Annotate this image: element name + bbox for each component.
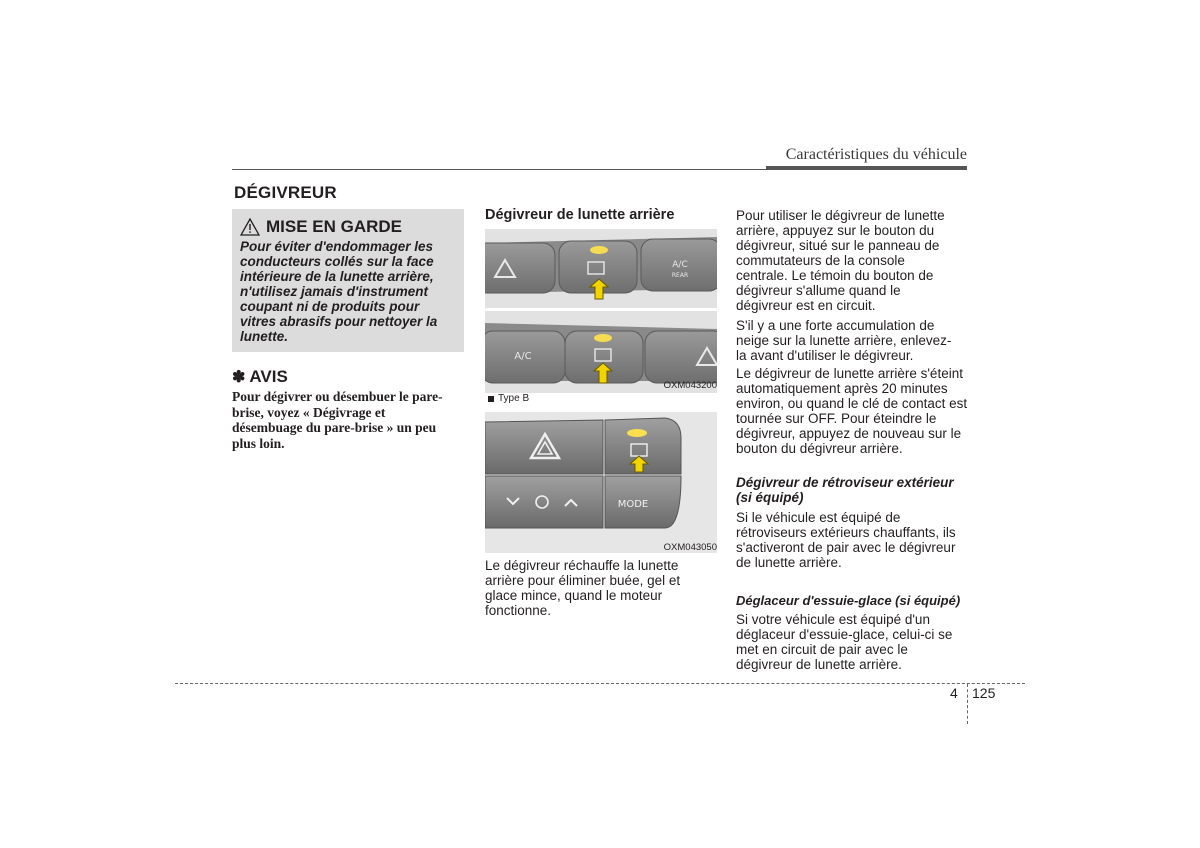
figure-code-b: OXM043050 <box>663 542 717 553</box>
text-line: Pour utiliser le dégivreur de lunette <box>736 208 945 223</box>
text-line: Si votre véhicule est équipé d'un <box>736 612 930 627</box>
paragraph-usage <box>736 208 968 313</box>
page-number: 125 <box>972 685 996 701</box>
text-line: rétroviseurs extérieurs chauffants, ils <box>736 525 956 540</box>
avis-line: désembuage du pare-brise » un peu <box>232 420 437 435</box>
warning-text <box>240 239 456 344</box>
text-line: de lunette arrière. <box>736 555 842 570</box>
button-rear-label: REAR <box>671 272 689 279</box>
warning-line: lunette. <box>240 329 289 344</box>
caption-line: fonctionne. <box>485 603 552 618</box>
figure-code-a: OXM043200 <box>663 380 717 391</box>
avis-title: AVIS <box>249 367 288 386</box>
text-line: arrière, appuyez sur le bouton du <box>736 223 935 238</box>
section-title: DÉGIVREUR <box>234 183 337 202</box>
footer-rule <box>175 683 1025 684</box>
caption-line: glace mince, quand le moteur <box>485 588 663 603</box>
warning-line: Pour éviter d'endommager les <box>240 239 434 254</box>
text-line: dégivreur est en circuit. <box>736 298 876 313</box>
warning-line: n'utilisez jamais d'instrument <box>240 284 428 299</box>
text-line: environ, ou quand le clé de contact est <box>736 396 968 411</box>
text-line: dégivreur s'allume quand le <box>736 283 901 298</box>
text-line: neige sur la lunette arrière, enlevez- <box>736 333 952 348</box>
text-line: bouton du dégivreur arrière. <box>736 441 903 456</box>
avis-header <box>232 367 288 387</box>
text-line: centrale. Le témoin du bouton de <box>736 268 934 283</box>
text-line: met en circuit de pair avec le <box>736 642 908 657</box>
button-ac-label: A/C <box>514 351 532 362</box>
type-b-label <box>488 393 529 404</box>
asterisk-icon: ✽ <box>232 369 246 386</box>
text-line: tournée sur OFF. Pour éteindre le <box>736 411 937 426</box>
text-line: dégivreur, situé sur le panneau de <box>736 238 940 253</box>
paragraph-mirrors <box>736 510 968 570</box>
text-line: S'il y a une forte accumulation de <box>736 318 935 333</box>
text-line: automatiquement après 20 minutes <box>736 381 948 396</box>
avis-line: brise, voyez « Dégivrage et <box>232 404 386 420</box>
warning-title: MISE EN GARDE <box>266 217 403 236</box>
caption-line: arrière pour éliminer buée, gel et <box>485 573 681 588</box>
subheading-mirror-defroster <box>736 475 968 505</box>
warning-triangle-icon <box>240 218 260 236</box>
warning-line: conducteurs collés sur la face <box>240 254 434 269</box>
chapter-number: 4 <box>950 685 958 701</box>
warning-line: coupant ni de produits pour <box>240 299 420 314</box>
type-b-text: Type B <box>498 393 530 404</box>
text-line: Le dégivreur de lunette arrière s'éteint <box>736 366 963 381</box>
button-ac-label: A/C <box>672 260 688 270</box>
photo-type-b <box>485 412 717 553</box>
subheading-line: Dégivreur de rétroviseur extérieur <box>736 475 954 490</box>
button-mode-label: MODE <box>617 499 649 510</box>
caption-line: Le dégivreur réchauffe la lunette <box>485 558 679 573</box>
subheading-line: (si équipé) <box>736 490 804 505</box>
avis-line: plus loin. <box>232 435 285 451</box>
warning-line: intérieure de la lunette arrière, <box>240 269 434 284</box>
header-rule <box>232 169 967 170</box>
paragraph-auto-off <box>736 366 968 456</box>
text-line: déglaceur d'essuie-glace, celui-ci se <box>736 627 953 642</box>
warning-box <box>232 209 464 352</box>
rear-defroster-caption <box>485 558 717 618</box>
paragraph-snow <box>736 318 968 363</box>
text-line: dégivreur de lunette arrière. <box>736 657 902 672</box>
text-line: Si le véhicule est équipé de <box>736 510 901 525</box>
subheading-wiper-deicer: Déglaceur d'essuie-glace (si équipé) <box>736 593 961 608</box>
bullet-square-icon <box>488 396 494 402</box>
running-header: Caractéristiques du véhicule <box>785 146 967 163</box>
paragraph-wiper-deicer <box>736 612 968 672</box>
warning-line: vitres abrasifs pour nettoyer la <box>240 314 438 329</box>
rear-defroster-title: Dégivreur de lunette arrière <box>485 207 675 223</box>
text-line: s'activeront de pair avec le dégivreur <box>736 540 956 555</box>
avis-text <box>232 389 464 451</box>
text-line: commutateurs de la console <box>736 253 905 268</box>
footer-divider <box>967 684 968 724</box>
photo-type-a-top <box>485 229 717 308</box>
avis-line: Pour dégivrer ou désembuer le pare- <box>232 389 443 404</box>
text-line: la avant d'utiliser le dégivreur. <box>736 348 914 363</box>
text-line: dégivreur, appuyez de nouveau sur le <box>736 426 962 441</box>
warning-header <box>240 217 456 237</box>
